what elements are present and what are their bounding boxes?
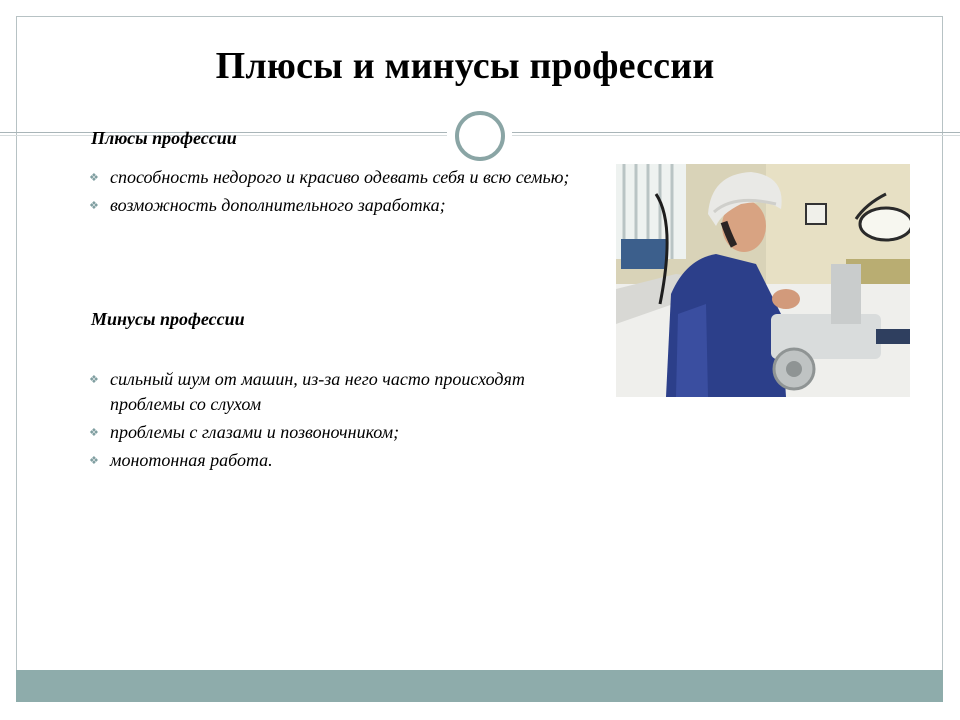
list-item-text: возможность дополнительного заработка; <box>110 195 446 215</box>
list-item-text: способность недорого и красиво одевать себя и всю семью; <box>110 167 570 187</box>
divider-circle-ornament <box>455 111 505 161</box>
list-item <box>88 367 588 417</box>
cons-heading: Минусы профессии <box>91 309 245 329</box>
divider-right <box>512 132 960 133</box>
slide-title: Плюсы и минусы профессии <box>215 45 715 87</box>
diamond-bullet-icon: ❖ <box>89 172 99 184</box>
pros-heading: Плюсы профессии <box>91 128 237 148</box>
footer-accent-bar <box>16 670 943 702</box>
list-item-text: монотонная работа. <box>110 450 273 470</box>
list-item <box>88 165 588 190</box>
cons-list <box>88 367 588 476</box>
list-item-text: сильный шум от машин, из-за него часто происходят проблемы со слухом <box>110 369 525 414</box>
list-item <box>88 420 588 445</box>
list-item <box>88 193 588 218</box>
pros-list <box>88 165 588 221</box>
list-item <box>88 448 588 473</box>
seamstress-photo <box>616 164 910 397</box>
diamond-bullet-icon: ❖ <box>89 427 99 439</box>
list-item-text: проблемы с глазами и позвоночником; <box>110 422 400 442</box>
diamond-bullet-icon: ❖ <box>89 455 99 467</box>
diamond-bullet-icon: ❖ <box>89 200 99 212</box>
diamond-bullet-icon: ❖ <box>89 374 99 386</box>
